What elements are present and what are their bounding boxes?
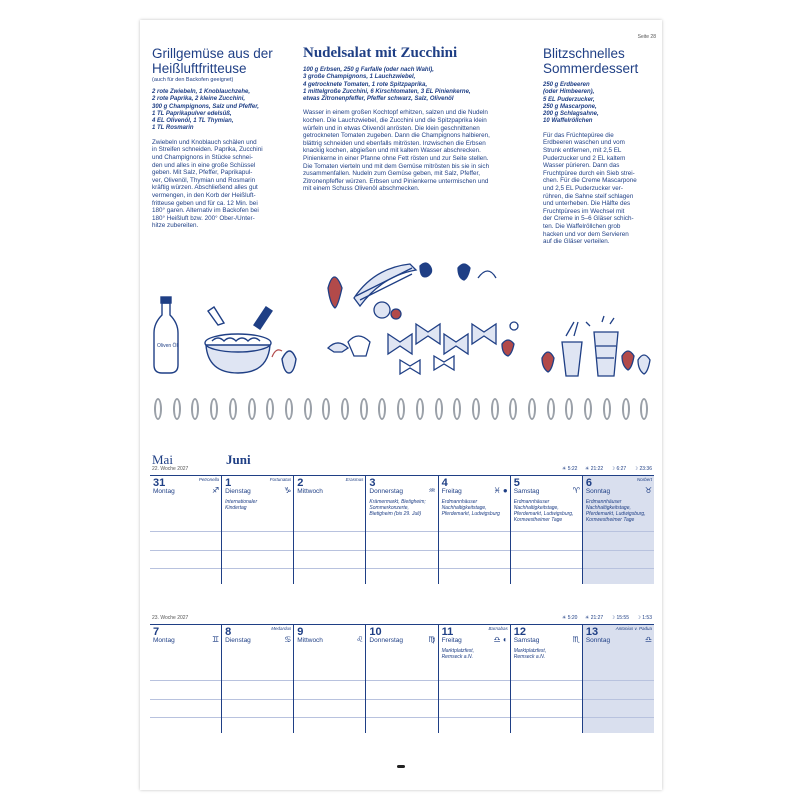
ingredient-line: 200 g Schlagsahne,: [543, 111, 599, 118]
day-name: Mittwoch: [297, 488, 323, 495]
ingredient-line: 2 rote Zwiebeln, 1 Knoblauchzehe,: [152, 89, 251, 95]
ingredient-line: 1 TL Paprikapulver edelsüß,: [152, 110, 232, 117]
recipe-title-line: Blitzschnelles: [543, 46, 625, 61]
name-day: Petronella: [198, 477, 220, 482]
binding-ring: [360, 398, 368, 420]
ingredient-line: 250 g Mascarpone,: [543, 103, 597, 110]
month-prev-label: Mai: [152, 452, 173, 467]
day-cell[interactable]: [222, 625, 294, 733]
month-current-label: Juni: [226, 452, 251, 467]
zodiac-icon: ♒: [428, 486, 436, 495]
day-cell[interactable]: [511, 625, 583, 733]
day-number: 1: [225, 477, 232, 489]
writing-lines: [511, 531, 582, 584]
ingredient-line: 4 EL Olivenöl, 1 TL Thymian,: [152, 118, 234, 125]
binding-ring: [285, 398, 293, 420]
day-number: 4: [441, 477, 448, 489]
sunset-time: ☀ 21:22: [584, 466, 604, 472]
day-name: Freitag: [441, 637, 462, 644]
month-header: [150, 450, 654, 466]
moonrise-time: ☽ 6:27: [610, 466, 627, 472]
day-name: Samstag: [513, 488, 540, 495]
grill-vegetables-illustration: [148, 285, 298, 380]
sunrise-time: ☀ 5:22: [561, 466, 578, 472]
binding-ring: [603, 398, 611, 420]
name-day: Barnabas: [488, 626, 508, 631]
binding-ring: [528, 398, 536, 420]
binding-ring: [229, 398, 237, 420]
day-header: [511, 625, 582, 647]
binding-ring: [472, 398, 480, 420]
day-name: Freitag: [441, 488, 462, 495]
writing-lines: [583, 680, 654, 733]
writing-lines: [150, 531, 221, 584]
day-header: [294, 476, 365, 498]
day-header: [439, 625, 510, 647]
recipe-sommerdessert: [543, 46, 655, 246]
ingredient-line: etwas Zitronenpfeffer, Pfeffer schwarz, Salz, Olivenöl: [303, 96, 454, 103]
day-cell[interactable]: [511, 476, 583, 584]
zodiac-icon: ♎ ◐: [493, 635, 508, 644]
day-cell[interactable]: [222, 476, 294, 584]
writing-lines: [583, 531, 654, 584]
sunrise-time: ☀ 5:20: [561, 615, 578, 621]
name-day: Antonius v. Padua: [615, 626, 652, 631]
ingredient-line: 4 getrocknete Tomaten, 1 rote Spitzpaprika,: [303, 81, 428, 88]
name-day: Norbert: [636, 477, 652, 482]
zodiac-icon: ♈: [572, 486, 580, 495]
binding-ring: [341, 398, 349, 420]
day-cell[interactable]: [583, 476, 654, 584]
day-header: [439, 476, 510, 498]
day-number: 5: [513, 477, 520, 489]
spiral-binding: [140, 398, 662, 422]
day-number: 6: [585, 477, 592, 489]
binding-ring: [416, 398, 424, 420]
binding-ring: [154, 398, 162, 420]
day-cell[interactable]: [439, 625, 511, 733]
day-cell[interactable]: [366, 476, 438, 584]
day-name: Montag: [153, 488, 175, 495]
writing-lines: [366, 531, 437, 584]
binding-ring: [248, 398, 256, 420]
week-days-row: [150, 625, 654, 733]
ingredient-line: 1 TL Rosmarin: [152, 125, 194, 132]
binding-ring: [173, 398, 181, 420]
hanging-hole: [397, 765, 405, 768]
day-header: [583, 476, 654, 498]
ingredient-line: 300 g Champignons, Salz und Pfeffer,: [152, 103, 259, 110]
bottle-label: Oliven Öl: [157, 343, 178, 349]
binding-ring: [509, 398, 517, 420]
zodiac-icon: ♑: [284, 486, 292, 495]
moonset-time: ☽ 23:36: [633, 466, 652, 472]
day-header: [222, 476, 293, 498]
day-events: Erdmannhäuser Nachhaltigkeitstage, Pferdemarkt, Ludwigsburg, Kornwestheimer Tage: [513, 499, 574, 523]
zodiac-icon: ♋: [284, 635, 292, 644]
page-number: Seite 28: [637, 34, 656, 40]
day-number: 7: [153, 626, 160, 638]
day-name: Samstag: [513, 637, 540, 644]
ingredient-line: (oder Himbeeren),: [543, 89, 595, 96]
week-info-bar: [150, 466, 654, 476]
day-name: Sonntag: [585, 637, 611, 644]
week-23-calendar: [150, 615, 654, 733]
writing-lines: [439, 680, 510, 733]
day-number: 11: [441, 626, 454, 638]
week-label: 22. Woche 2027: [152, 466, 189, 472]
writing-lines: [150, 680, 221, 733]
recipe-title-line: Grillgemüse aus der: [152, 46, 273, 61]
day-events: Krämermarkt, Bietigheim; Sommerkonzerte, Bietigheim (bis 29. Juli): [369, 499, 426, 517]
binding-ring: [640, 398, 648, 420]
day-header: [366, 476, 437, 498]
day-header: [150, 476, 221, 498]
day-name: Montag: [153, 637, 175, 644]
day-number: 31: [153, 477, 166, 489]
writing-lines: [439, 531, 510, 584]
ingredients-list: [303, 67, 525, 103]
sun-moon-times: [556, 466, 652, 472]
day-number: 10: [369, 626, 382, 638]
day-number: 13: [585, 626, 599, 638]
week-days-row: [150, 476, 654, 584]
zodiac-icon: ♎: [644, 635, 652, 644]
binding-ring: [565, 398, 573, 420]
day-header: [511, 476, 582, 498]
writing-lines: [222, 531, 293, 584]
day-number: 8: [225, 626, 232, 638]
recipe-title-line: Heißluftfritteuse: [152, 61, 247, 76]
ingredient-line: 5 EL Puderzucker,: [543, 96, 595, 103]
binding-ring: [210, 398, 218, 420]
name-day: Fortunatus: [269, 477, 292, 482]
moonrise-time: ☽ 15:55: [610, 615, 629, 621]
binding-ring: [322, 398, 330, 420]
writing-lines: [222, 680, 293, 733]
day-cell[interactable]: [294, 625, 366, 733]
recipe-title-line: Sommerdessert: [543, 61, 639, 76]
zodiac-icon: ♌: [356, 635, 364, 644]
ingredients-list: [152, 89, 280, 133]
day-events: Marktplatzfest, Remseck a.N.: [513, 648, 547, 660]
binding-ring: [191, 398, 199, 420]
binding-ring: [304, 398, 312, 420]
day-events: Marktplatzfest, Remseck a.N.: [441, 648, 475, 660]
writing-lines: [511, 680, 582, 733]
binding-ring: [584, 398, 592, 420]
day-events: Erdmannhäuser Nachhaltigkeitstage, Pferdemarkt, Ludwigsburg: [441, 499, 500, 517]
pasta-salad-illustration: [308, 238, 533, 380]
day-header: [222, 625, 293, 647]
recipe-subtitle: (auch für den Backofen geeignet): [152, 77, 234, 83]
writing-lines: [294, 531, 365, 584]
instructions-text: Zwiebeln und Knoblauch schälen und in Streifen schneiden. Paprika, Zucchini und Champignons in Stücke schnei- den und alles in eine große Schüssel geben. Mit Salz, Pfeffer, Paprikapul- ver, Olivenöl, Thymian und Rosmarin kräftig würzen. Abschließend alles gut vermengen, in den Korb der Heißluft- fritteuse geben und für ca. 12 Min. bei 180° garen. Alternativ im Backofen bei 180° Heißluft bzw. 200° Ober-/Unter- hitze zubereiten.: [152, 138, 263, 230]
moonset-time: ☽ 1:53: [636, 615, 652, 621]
binding-ring: [622, 398, 630, 420]
day-events: Erdmannhäuser Nachhaltigkeitstage, Pferdemarkt, Ludwigsburg, Kornwestheimer Tage: [585, 499, 646, 523]
binding-ring: [378, 398, 386, 420]
day-number: 9: [297, 626, 304, 638]
day-name: Donnerstag: [369, 637, 404, 644]
writing-lines: [294, 680, 365, 733]
day-name: Donnerstag: [369, 488, 404, 495]
dessert-illustration: [538, 312, 658, 380]
week-22-calendar: [150, 450, 654, 584]
day-cell[interactable]: [150, 625, 222, 733]
day-cell[interactable]: [366, 625, 438, 733]
ingredient-line: 3 große Champignons, 1 Lauchzwiebel,: [303, 74, 416, 81]
instructions-text: Wasser in einem großen Kochtopf erhitzen, salzen und die Nudeln kochen. Die Lauchzwiebel, die Zucchini und die Spitzpaprika klein würfeln und in etwas Olivenöl anrösten. Die klein geschnittenen getrockneten Tomaten zugeben. Dann die Champignons halbieren, blättrig schneiden und ebenfalls mitrösten. Inzwischen die Erbsen knackig kochen, abgießen und mit kaltem Wasser abschrecken. Pinienkerne in einer Pfanne ohne Fett rösten und zur Seite stellen. Die Tomaten vierteln und mit dem Gemüse mitrösten bis sie in sich zusammenfallen. Nudeln zum Gemüse geben, mit Salz, Pfeffer, Zitronenpfeffer würzen. Erbsen und Pinienkerne untermischen und mit einem Schuss Olivenöl abschmecken.: [303, 109, 490, 193]
day-number: 12: [513, 626, 526, 638]
zodiac-icon: ♐: [211, 486, 220, 495]
writing-lines: [366, 680, 437, 733]
binding-ring: [397, 398, 405, 420]
day-name: Sonntag: [585, 488, 611, 495]
week-info-bar: [150, 615, 654, 625]
ingredients-list: [543, 82, 655, 126]
binding-ring: [453, 398, 461, 420]
ingredient-line: 2 rote Paprika, 2 kleine Zucchini,: [152, 96, 246, 103]
calendar-page: [140, 20, 662, 790]
instructions-text: Für das Früchtepüree die Erdbeeren waschen und vom Strunk entfernen, mit 2,5 EL Puderzucker und 2 EL kaltem Wasser pürieren. Dann das Fruchtpüree durch ein Sieb strei- chen. Für die Creme Mascarpone und 2,5 EL Puderzucker ver- rühren, die Sahne steif schlagen und unterheben. Die Hälfte des Fruchtpürees im Wechsel mit der Creme in 5–6 Gläser schich- ten. Die Waffelröllchen grob hacken und vor dem Servieren auf die Gläser verteilen.: [543, 131, 637, 246]
day-number: 3: [369, 477, 376, 489]
week-label: 23. Woche 2027: [152, 615, 189, 621]
ingredient-line: 10 Waffelröllchen: [543, 118, 593, 125]
ingredient-line: 100 g Erbsen, 250 g Farfalle (oder nach Wahl),: [303, 67, 434, 73]
recipe-title-line: Nudelsalat mit Zucchini: [303, 45, 458, 61]
day-header: [294, 625, 365, 647]
recipe-grillgemuese: [152, 46, 280, 230]
ingredient-line: 1 mittelgroße Zucchini, 6 Kirschtomaten, 3 EL Pinienkerne,: [303, 88, 471, 95]
day-name: Dienstag: [225, 488, 251, 495]
day-cell[interactable]: [439, 476, 511, 584]
zodiac-icon: ♍: [428, 635, 436, 644]
day-cell[interactable]: [150, 476, 222, 584]
day-name: Mittwoch: [297, 637, 323, 644]
binding-ring: [547, 398, 555, 420]
name-day: Medardus: [271, 626, 292, 631]
name-day: Erasmus: [345, 477, 364, 482]
day-cell[interactable]: [583, 625, 654, 733]
recipe-nudelsalat: [303, 46, 525, 193]
sunset-time: ☀ 21:27: [584, 615, 604, 621]
binding-ring: [435, 398, 443, 420]
sun-moon-times: [556, 615, 652, 621]
zodiac-icon: ♉: [644, 486, 652, 495]
zodiac-icon: ♏: [572, 635, 580, 644]
zodiac-icon: ♊: [211, 635, 220, 644]
day-header: [366, 625, 437, 647]
zodiac-icon: ♓ ●: [493, 486, 508, 495]
day-number: 2: [297, 477, 304, 489]
day-header: [583, 625, 654, 647]
day-events: Internationaler Kindertag: [225, 499, 258, 511]
binding-ring: [266, 398, 274, 420]
ingredient-line: 250 g Erdbeeren: [543, 82, 590, 88]
recipe-section: [140, 20, 662, 380]
binding-ring: [491, 398, 499, 420]
day-name: Dienstag: [225, 637, 251, 644]
day-header: [150, 625, 221, 647]
day-cell[interactable]: [294, 476, 366, 584]
